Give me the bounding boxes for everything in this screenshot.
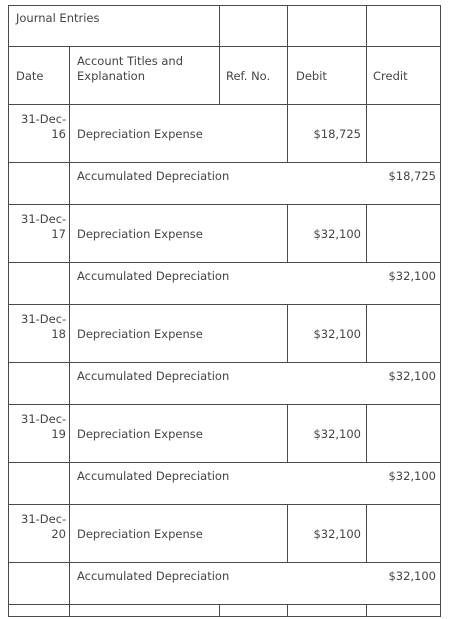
grid-line [69,204,70,263]
credit-account-name: Accumulated Depreciation [77,369,230,383]
entry-date-line2: 20 [51,527,66,541]
grid-line [69,162,70,205]
credit-amount: $32,100 [388,469,436,483]
entry-date-line1: 31-Dec- [21,312,67,326]
credit-amount: $32,100 [388,269,436,283]
entry-date-line1: 31-Dec- [21,212,67,226]
debit-account-name: Depreciation Expense [77,227,203,241]
header-credit: Credit [373,69,408,83]
grid-line [366,46,367,105]
grid-line [69,562,70,605]
grid-line [8,404,441,405]
debit-account-name: Depreciation Expense [77,527,203,541]
grid-line [366,204,367,263]
grid-line [69,104,70,163]
grid-line [366,5,367,47]
grid-line [8,616,441,617]
grid-line [69,304,70,363]
grid-line [8,5,9,617]
grid-line [219,604,220,617]
grid-line [366,404,367,463]
header-debit: Debit [296,69,327,83]
grid-line [287,204,288,263]
grid-line [8,604,441,605]
debit-amount: $32,100 [313,227,361,241]
grid-line [8,562,441,563]
grid-line [287,5,288,47]
grid-line [287,504,288,563]
header-account-line2: Explanation [77,69,145,83]
grid-line [366,104,367,163]
grid-line [69,404,70,463]
credit-account-name: Accumulated Depreciation [77,169,230,183]
header-ref: Ref. No. [226,69,271,83]
grid-line [69,462,70,505]
grid-line [69,46,70,105]
grid-line [69,604,70,617]
grid-line [287,104,288,163]
entry-date-line2: 19 [51,427,66,441]
debit-account-name: Depreciation Expense [77,127,203,141]
table-title: Journal Entries [16,11,100,25]
debit-account-name: Depreciation Expense [77,427,203,441]
credit-account-name: Accumulated Depreciation [77,469,230,483]
header-account-line1: Account Titles and [77,54,184,68]
credit-amount: $18,725 [388,169,436,183]
grid-line [69,504,70,563]
grid-line [219,5,220,47]
entry-date-line2: 16 [51,127,66,141]
grid-line [69,262,70,305]
header-date: Date [16,69,44,83]
entry-date-line2: 18 [51,327,66,341]
credit-amount: $32,100 [388,369,436,383]
grid-line [8,162,441,163]
grid-line [8,262,441,263]
entry-date-line1: 31-Dec- [21,512,67,526]
grid-line [440,5,441,617]
credit-amount: $32,100 [388,569,436,583]
debit-amount: $32,100 [313,527,361,541]
debit-amount: $32,100 [313,427,361,441]
credit-account-name: Accumulated Depreciation [77,569,230,583]
grid-line [8,504,441,505]
grid-line [8,462,441,463]
credit-account-name: Accumulated Depreciation [77,269,230,283]
grid-line [8,104,441,105]
entry-date-line1: 31-Dec- [21,112,67,126]
entry-date-line2: 17 [51,227,66,241]
grid-line [287,46,288,105]
grid-line [8,362,441,363]
grid-line [287,304,288,363]
grid-line [366,604,367,617]
grid-line [287,404,288,463]
grid-line [8,204,441,205]
grid-line [8,46,441,47]
grid-line [69,362,70,405]
grid-line [287,604,288,617]
grid-line [8,5,441,6]
debit-account-name: Depreciation Expense [77,327,203,341]
grid-line [366,504,367,563]
grid-line [219,46,220,105]
grid-line [8,304,441,305]
entry-date-line1: 31-Dec- [21,412,67,426]
debit-amount: $32,100 [313,327,361,341]
debit-amount: $18,725 [313,127,361,141]
grid-line [366,304,367,363]
